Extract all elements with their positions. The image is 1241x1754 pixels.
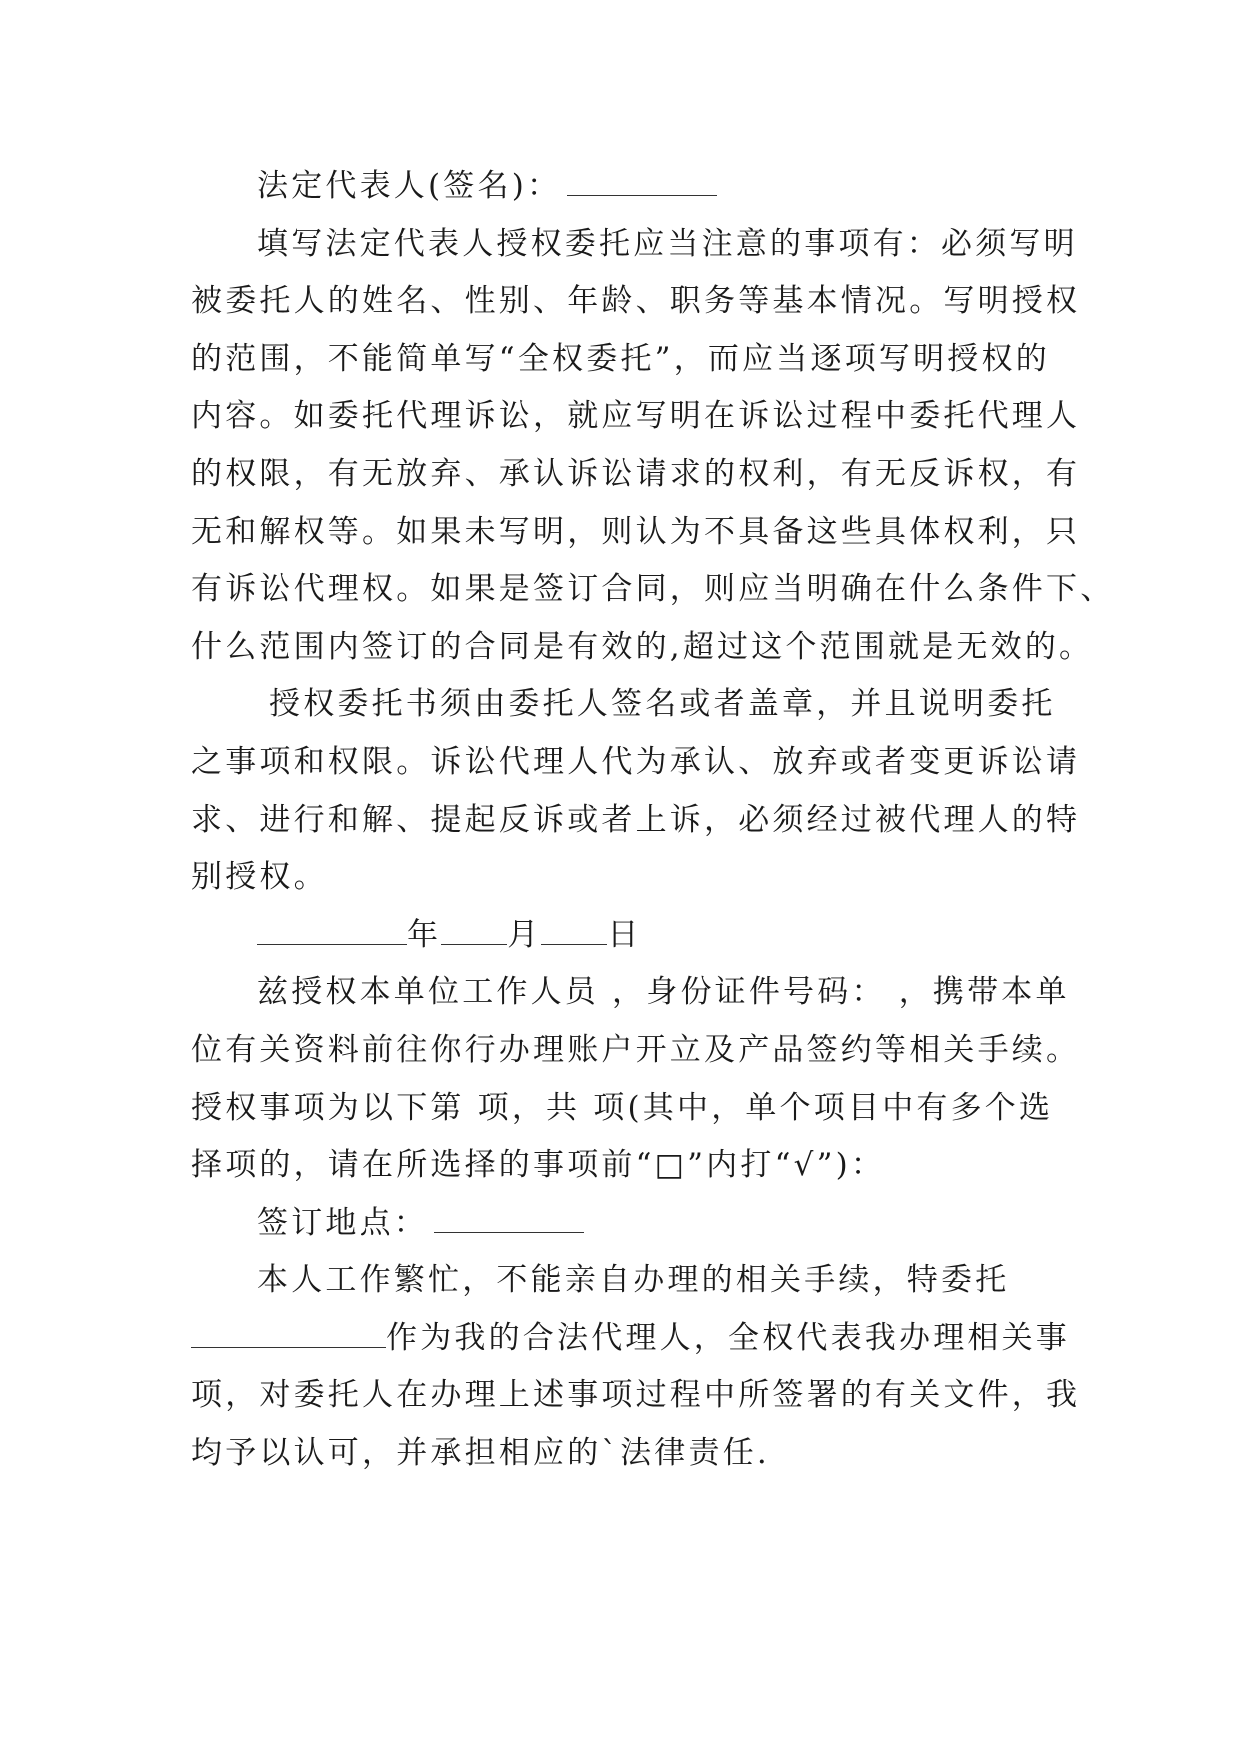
signature-blank[interactable] (567, 165, 717, 196)
month-blank[interactable] (441, 914, 507, 945)
delegation-line: 本人工作繁忙，不能亲自办理的相关手续，特委托 (257, 1262, 1010, 1299)
notes-line: 被委托人的姓名、性别、年龄、职务等基本情况。写明授权 (191, 283, 1081, 320)
year-label: 年 (407, 916, 442, 953)
notes-line: 的范围，不能简单写“全权委托”，而应当逐项写明授权的 (191, 340, 1050, 377)
agent-name-blank[interactable] (191, 1317, 386, 1348)
authorization-line: 兹授权本单位工作人员 ，身份证件号码： ，携带本单 (257, 974, 1070, 1011)
day-label: 日 (607, 916, 642, 953)
delegation-line: 项，对委托人在办理上述事项过程中所签署的有关文件，我 (191, 1377, 1081, 1414)
signing-place-blank[interactable] (434, 1202, 584, 1233)
notes-line: 无和解权等。如果未写明，则认为不具备这些具体权利，只 (191, 513, 1081, 550)
authorization-line: 位有关资料前往你行办理账户开立及产品签约等相关手续。 (191, 1031, 1081, 1068)
notes-line: 填写法定代表人授权委托应当注意的事项有：必须写明 (257, 225, 1078, 262)
notes-line: 的权限，有无放弃、承认诉讼请求的权利，有无反诉权，有 (191, 455, 1081, 492)
date-line (191, 907, 1071, 965)
requirement-line: 之事项和权限。诉讼代理人代为承认、放弃或者变更诉讼请 (191, 743, 1081, 780)
authorization-line: 授权事项为以下第 项，共 项(其中，单个项目中有多个选 (191, 1089, 1054, 1126)
signing-place-line (191, 1195, 1071, 1253)
requirement-line: 求、进行和解、提起反诉或者上诉，必须经过被代理人的特 (191, 801, 1081, 838)
authorization-line: 择项的，请在所选择的事项前“□”内打“√”)： (191, 1147, 886, 1184)
delegation-line: 均予以认可，并承担相应的`法律责任. (191, 1435, 770, 1472)
delegation-line: 作为我的合法代理人，全权代表我办理相关事 (386, 1319, 1070, 1356)
delegation-paragraph (191, 1252, 1081, 1482)
legal-rep-signature-label: 法定代表人(签名)： (257, 168, 562, 204)
notes-line: 有诉讼代理权。如果是签订合同，则应当明确在什么条件下、 (191, 571, 1115, 608)
month-label: 月 (507, 916, 542, 953)
signing-place-label: 签订地点： (257, 1204, 428, 1241)
legal-rep-signature-line (191, 158, 1071, 216)
year-blank[interactable] (257, 914, 407, 945)
notes-line: 内容。如委托代理诉讼，就应写明在诉讼过程中委托代理人 (191, 398, 1081, 435)
requirement-line: 别授权。 (191, 859, 328, 896)
requirement-line: 授权委托书须由委托人签名或者盖章，并且说明委托 (269, 686, 1056, 723)
notes-paragraph (191, 216, 1115, 677)
authorization-paragraph (191, 964, 1081, 1194)
requirement-paragraph (191, 676, 1081, 906)
notes-line: 什么范围内签订的合同是有效的,超过这个范围就是无效的。 (191, 628, 1094, 665)
document-body (191, 158, 1115, 1483)
day-blank[interactable] (541, 914, 607, 945)
